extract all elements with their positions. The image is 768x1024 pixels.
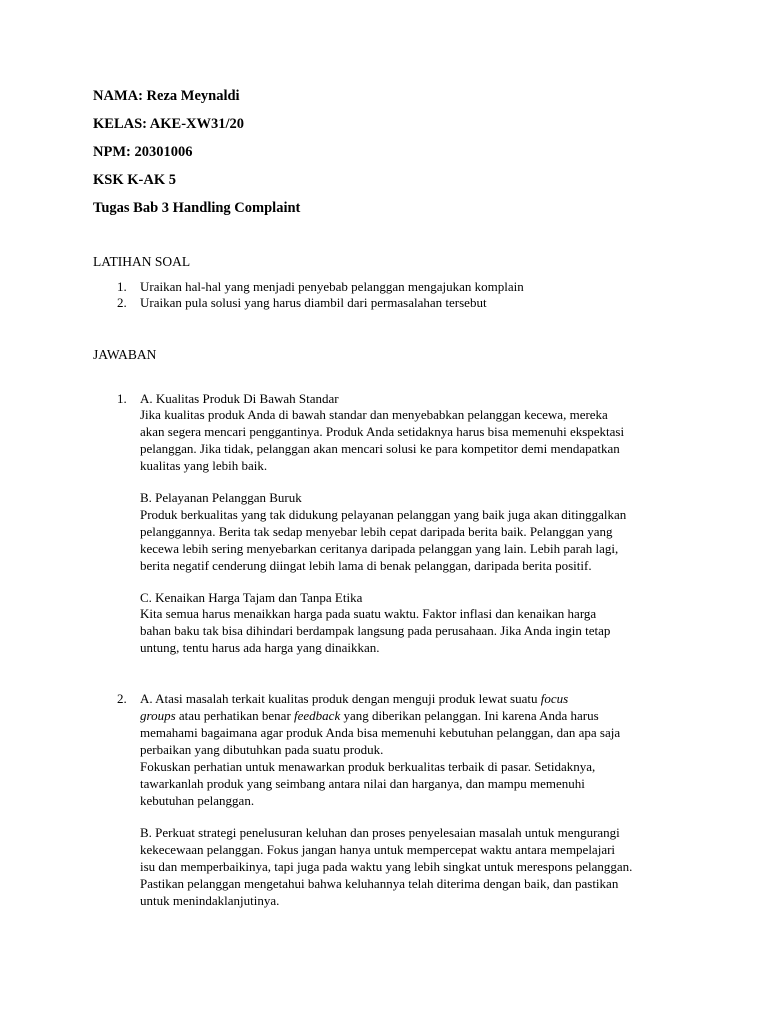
course-code: KSK K-AK 5 [93,172,176,188]
answer-text: yang diberikan pelanggan. Ini karena Anda harus [340,708,599,723]
student-class: KELAS: AKE-XW31/20 [93,116,245,132]
answer-subheading: C. Kenaikan Harga Tajam dan Tanpa Etika [140,590,363,605]
answer-text: atau perhatikan benar [175,708,295,723]
answer-line [140,690,568,707]
answer-line [140,707,599,724]
assignment-title: Tugas Bab 3 Handling Complaint [93,200,301,216]
answer-number: 2. [117,691,127,706]
answer-line: pelanggannya. Berita tak sedap menyebar lebih cepat daripada berita baik. Pelanggan yang [140,524,613,539]
answer-line: berita negatif cenderung diingat lebih lama di benak pelanggan, daripada berita positif. [140,558,592,573]
italic-term: groups [140,708,176,723]
answer-line: Produk berkualitas yang tak didukung pelayanan pelanggan yang baik juga akan ditinggalkan [140,507,627,522]
answer-heading: JAWABAN [93,347,157,362]
question-number: 1. [117,279,127,294]
answer-line: Fokuskan perhatian untuk menawarkan produk berkualitas terbaik di pasar. Setidaknya, [140,759,596,774]
answer-number: 1. [117,391,127,406]
answer-line: Jika kualitas produk Anda di bawah standar dan menyebabkan pelanggan kecewa, mereka [140,407,608,422]
answer-line: untuk menindaklanjutinya. [140,893,280,908]
question-number: 2. [117,295,127,310]
answer-line: kekecewaan pelanggan. Fokus jangan hanya untuk mempercepat waktu antara mempelajari [140,842,616,857]
answer-line: isu dan memperbaikinya, tapi juga pada waktu yang lebih singkat untuk merespons pelanggan. [140,859,633,874]
answer-line: kualitas yang lebih baik. [140,458,268,473]
answer-line: Pastikan pelanggan mengetahui bahwa keluhannya telah diterima dengan baik, dan pastikan [140,876,619,891]
answer-line: pelanggan. Jika tidak, pelanggan akan mencari solusi ke para kompetitor demi mendapatkan [140,441,620,456]
answer-line: memahami bagaimana agar produk Anda bisa memenuhi kebutuhan pelanggan, dan apa saja [140,725,621,740]
question-text: Uraikan hal-hal yang menjadi penyebab pelanggan mengajukan komplain [140,279,524,294]
answer-line: akan segera mencari penggantinya. Produk Anda setidaknya harus bisa memenuhi ekspektasi [140,424,625,439]
answer-text: A. Atasi masalah terkait kualitas produk dengan menguji produk lewat suatu [140,691,541,706]
answer-subheading: A. Kualitas Produk Di Bawah Standar [140,391,339,406]
answer-line: bahan baku tak bisa dihindari berdampak langsung pada perusahaan. Jika Anda ingin tetap [140,623,611,638]
answer-line: untung, tentu harus ada harga yang dinaikkan. [140,640,380,655]
answer-line: kebutuhan pelanggan. [140,793,255,808]
answer-line: Kita semua harus menaikkan harga pada suatu waktu. Faktor inflasi dan kenaikan harga [140,606,597,621]
exercise-heading: LATIHAN SOAL [93,254,191,269]
italic-term: feedback [294,708,341,723]
italic-term: focus [540,691,569,706]
answer-line: kecewa lebih sering menyebarkan ceritanya daripada pelanggan yang lain. Lebih parah lagi, [140,541,619,556]
student-name: NAMA: Reza Meynaldi [93,88,240,104]
answer-line: B. Perkuat strategi penelusuran keluhan dan proses penyelesaian masalah untuk mengurangi [140,825,620,840]
answer-line: tawarkanlah produk yang seimbang antara nilai dan harganya, dan mampu memenuhi [140,776,585,791]
answer-line: perbaikan yang dibutuhkan pada suatu produk. [140,742,384,757]
answer-subheading: B. Pelayanan Pelanggan Buruk [140,490,302,505]
question-text: Uraikan pula solusi yang harus diambil dari permasalahan tersebut [140,295,487,310]
student-npm: NPM: 20301006 [93,144,193,160]
